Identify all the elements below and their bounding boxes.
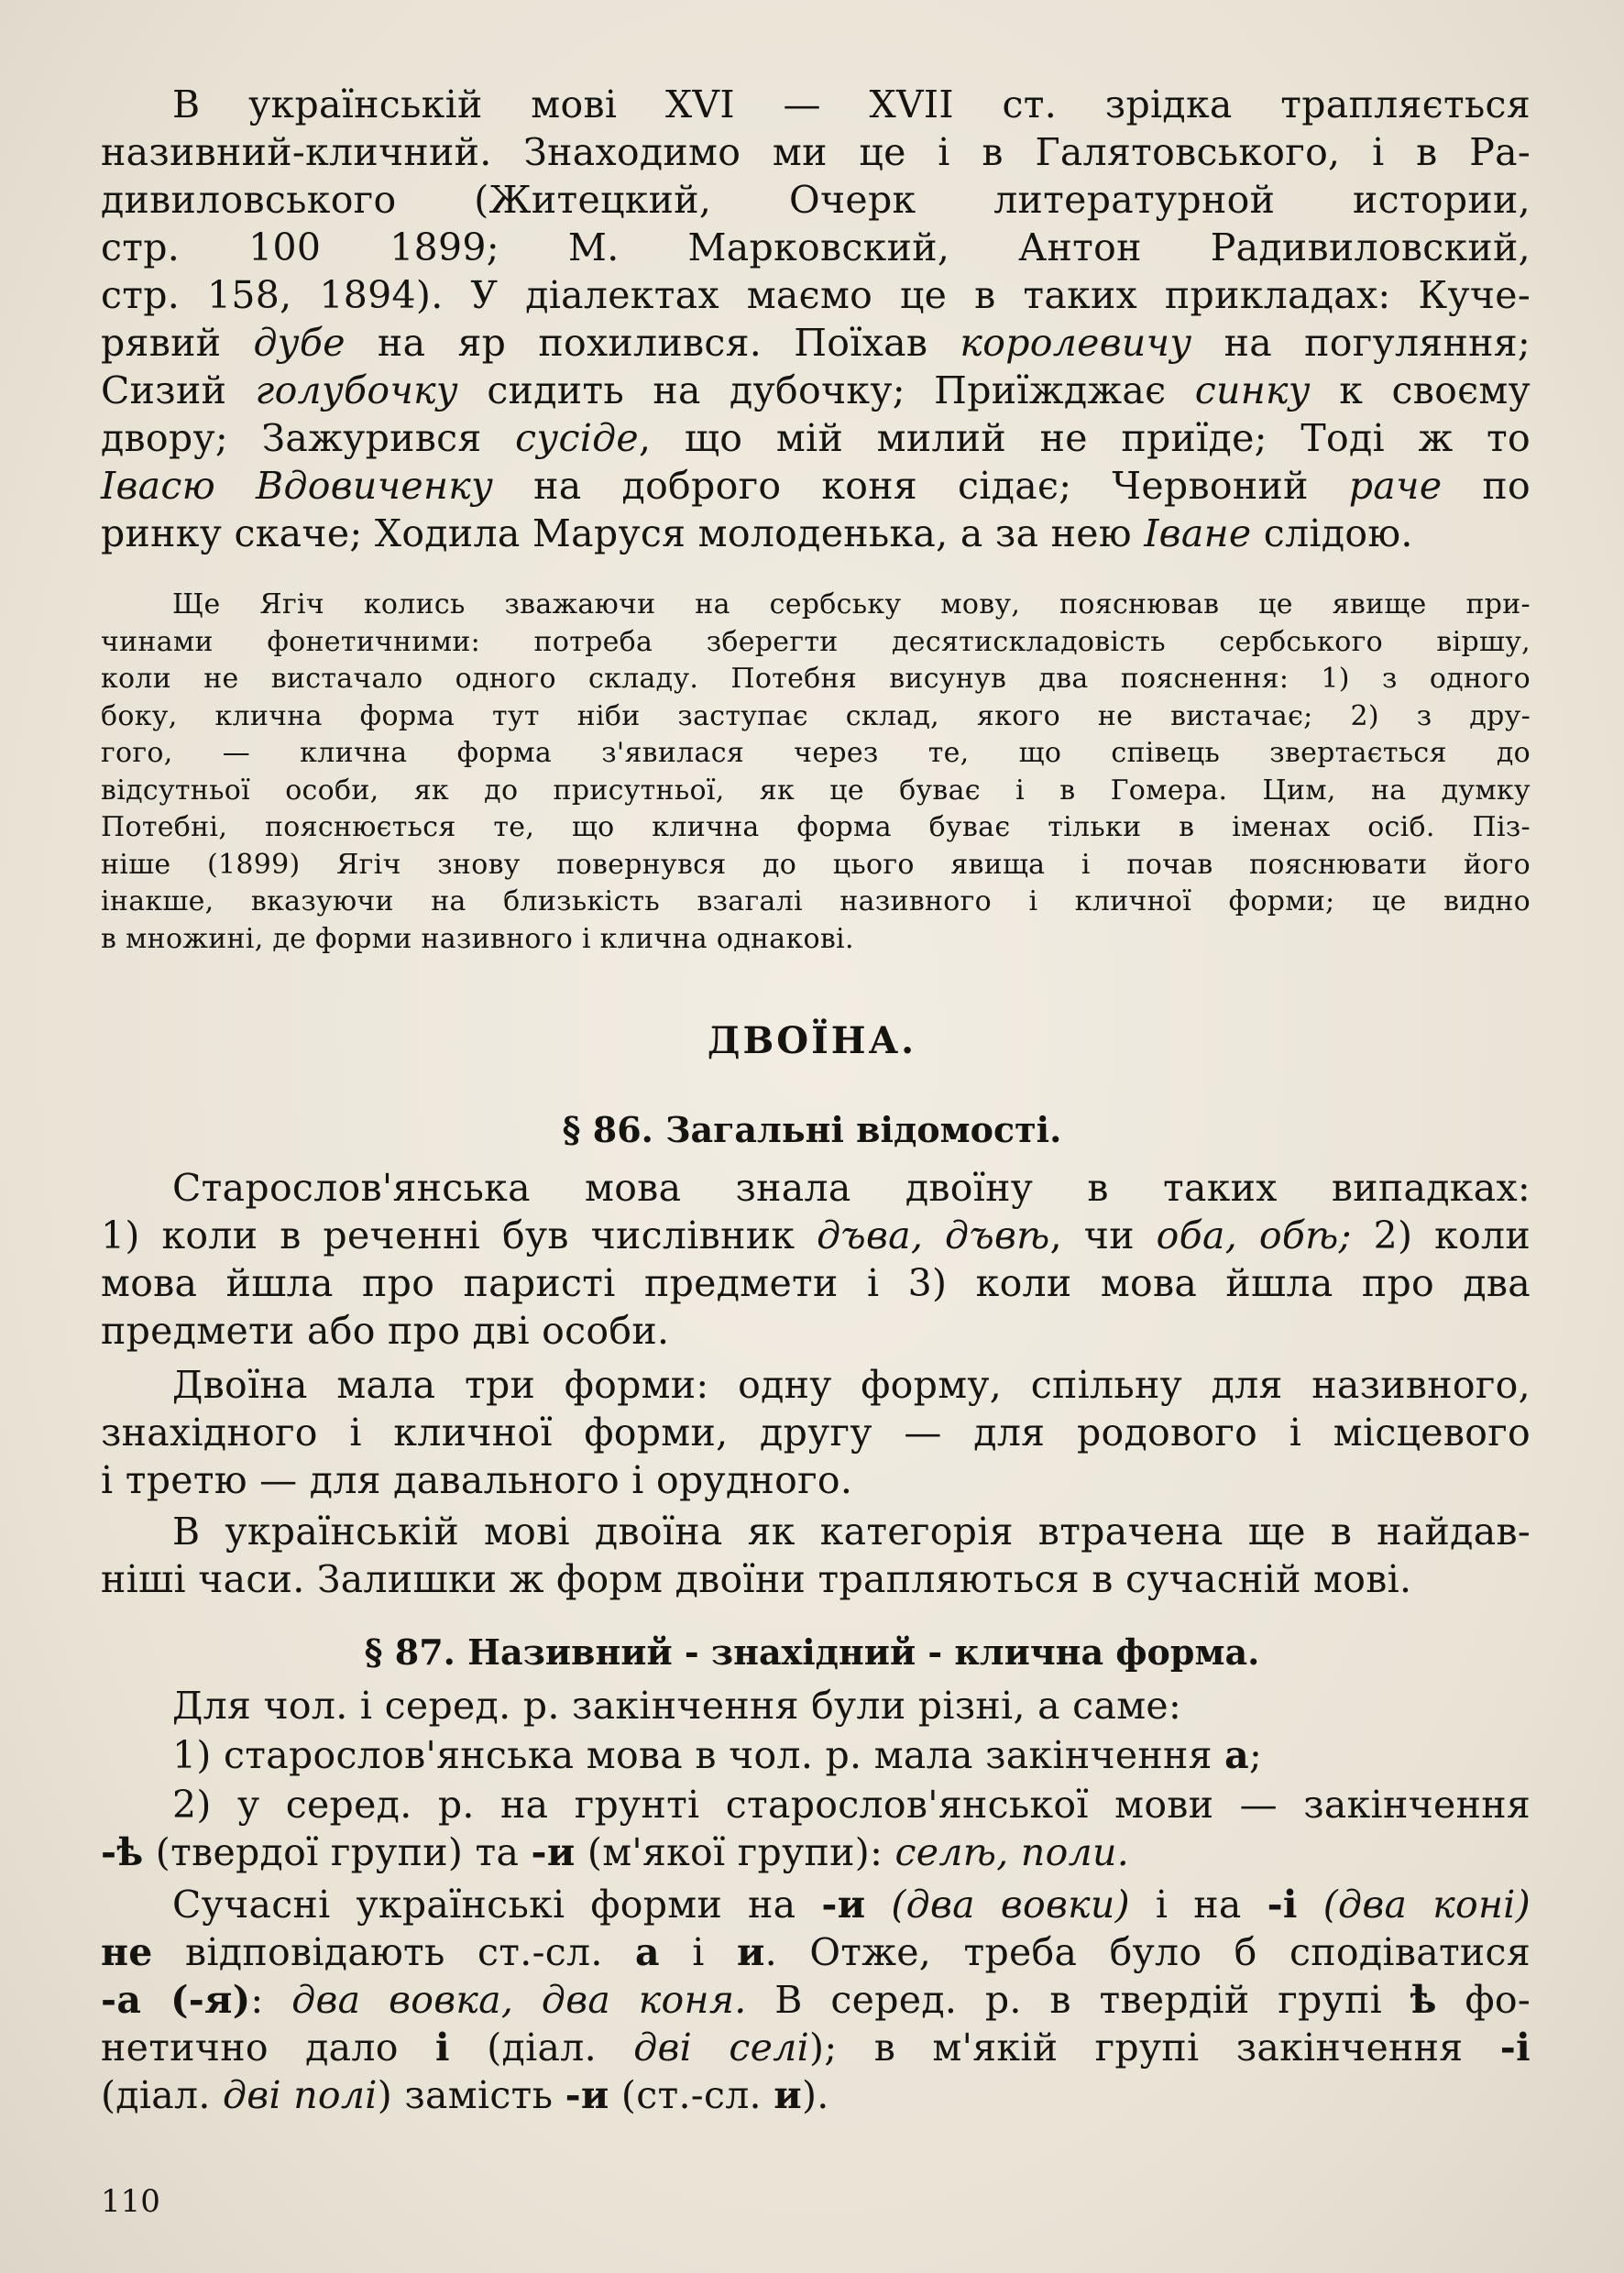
text-line bbox=[101, 809, 1531, 847]
footnote-small-print bbox=[101, 587, 1531, 958]
italic-example: раче bbox=[1348, 464, 1443, 508]
text-run: Старослов'янська мова знала двоїну в таких випадках: bbox=[172, 1166, 1531, 1210]
italic-example: дві селі bbox=[633, 2026, 810, 2070]
text-run: в множині, де форми називного і клична однакові. bbox=[101, 922, 854, 955]
text-line bbox=[101, 271, 1531, 319]
text-run: на погуляння; bbox=[1191, 321, 1531, 365]
bold-ending: и bbox=[736, 1930, 765, 1974]
italic-example: синку bbox=[1194, 368, 1311, 412]
text-line bbox=[101, 1555, 1531, 1603]
text-run: і на bbox=[1129, 1883, 1267, 1927]
italic-example: оба, обѣ; bbox=[1156, 1213, 1352, 1257]
italic-example: (два коні) bbox=[1322, 1883, 1531, 1927]
text-line bbox=[101, 1212, 1531, 1259]
section-86-paragraph-3 bbox=[101, 1508, 1531, 1603]
text-run: двору; Зажурився bbox=[101, 416, 516, 460]
text-run: стр. 158, 1894). У діалектах маємо це в таких прикладах: Куче- bbox=[101, 273, 1531, 317]
text-run: 2) коли bbox=[1351, 1213, 1531, 1257]
bold-ending: а bbox=[1224, 1733, 1250, 1777]
text-line bbox=[101, 81, 1531, 128]
text-run: , чи bbox=[1049, 1213, 1157, 1257]
bold-ending: -и bbox=[821, 1883, 866, 1927]
text-run: Двоїна мала три форми: одну форму, спільну для називного, bbox=[172, 1363, 1531, 1407]
text-line bbox=[101, 319, 1531, 367]
text-run: В українській мові XVI — XVII ст. зрідка трапляється bbox=[172, 82, 1531, 126]
text-run: (ст.-сл. bbox=[609, 2073, 774, 2117]
text-run: мова йшла про паристі предмети і 3) коли мова йшла про два bbox=[101, 1261, 1531, 1305]
italic-example: два вовка, два коня. bbox=[291, 1978, 747, 2022]
section-87-item-1 bbox=[101, 1731, 1531, 1779]
text-line bbox=[101, 1682, 1531, 1729]
text-run: к своєму bbox=[1310, 368, 1531, 412]
text-run: Сизий bbox=[101, 368, 256, 412]
text-line bbox=[101, 1508, 1531, 1555]
text-line bbox=[101, 624, 1531, 662]
text-run: Ще Ягіч колись зважаючи на сербську мову, пояснював це явище при- bbox=[172, 588, 1531, 620]
text-run: (діал. bbox=[449, 2026, 634, 2070]
text-run: В українській мові двоїна як категорія втрачена ще в найдав- bbox=[172, 1510, 1531, 1554]
bold-ending: -і bbox=[1267, 1883, 1298, 1927]
bold-ending: -и bbox=[565, 2073, 609, 2117]
text-line bbox=[101, 1828, 1531, 1876]
text-run: Для чол. і серед. р. закінчення були різні, а саме: bbox=[172, 1684, 1182, 1728]
text-run: слідою. bbox=[1251, 511, 1413, 555]
italic-example: дві полі bbox=[223, 2073, 378, 2117]
text-run: по bbox=[1442, 464, 1531, 508]
italic-example: Іване bbox=[1144, 511, 1252, 555]
text-run: на яр похилився. Поїхав bbox=[345, 321, 960, 365]
text-run: коли не вистачало одного складу. Потебня висунув два пояснення: 1) з одного bbox=[101, 663, 1531, 695]
section-87-heading: § 87. Називний - знахідний - клична форма. bbox=[364, 1631, 1260, 1673]
text-run: 2) у серед. р. на грунті старослов'янської мови — закінчення bbox=[172, 1783, 1531, 1827]
text-line bbox=[101, 1259, 1531, 1307]
text-run: 1) старослов'янська мова в чол. р. мала закінчення bbox=[172, 1733, 1225, 1777]
page-number: 110 bbox=[101, 2183, 160, 2220]
text-line bbox=[101, 1307, 1531, 1355]
text-run: стр. 100 1899; М. Марковский, Антон Радивиловский, bbox=[101, 225, 1531, 269]
section-86-heading: § 86. Загальні відомості. bbox=[562, 1109, 1062, 1150]
text-line bbox=[101, 176, 1531, 224]
text-line bbox=[101, 1976, 1531, 2024]
text-run: ніші часи. Залишки ж форм двоїни трапляються в сучасній мові. bbox=[101, 1557, 1412, 1601]
text-run: : bbox=[250, 1978, 292, 2022]
bold-ending: -і bbox=[1499, 2026, 1531, 2070]
text-line bbox=[101, 1456, 1531, 1504]
text-line bbox=[101, 884, 1531, 921]
bold-ending: -а (-я) bbox=[101, 1978, 251, 2022]
italic-example: сусіде bbox=[515, 416, 639, 460]
text-line bbox=[101, 2071, 1531, 2119]
text-run: Сучасні українські форми на bbox=[172, 1883, 822, 1927]
bold-ending: -ѣ bbox=[101, 1830, 144, 1874]
text-run bbox=[1298, 1883, 1323, 1927]
text-line bbox=[101, 224, 1531, 271]
section-86-paragraph-2 bbox=[101, 1361, 1531, 1504]
section-86-paragraph-1 bbox=[101, 1164, 1531, 1355]
text-line bbox=[101, 661, 1531, 698]
text-line bbox=[101, 1881, 1531, 1928]
text-run: називний-кличний. Знаходимо ми це і в Галятовського, і в Ра- bbox=[101, 130, 1531, 174]
section-87-paragraph bbox=[101, 1881, 1531, 2119]
italic-example: Івасю Вдовиченку bbox=[101, 464, 494, 508]
text-line bbox=[101, 128, 1531, 176]
text-run: фо- bbox=[1436, 1978, 1531, 2022]
text-run: відсутньої особи, як до присутньої, як це буває і в Гомера. Цим, на думку bbox=[101, 774, 1531, 807]
text-line bbox=[101, 1781, 1531, 1828]
text-run: інакше, вказуючи на близькість взагалі називного і кличної форми; це видно bbox=[101, 885, 1531, 917]
text-run: ринку скаче; Ходила Маруся молоденька, а за нею bbox=[101, 511, 1145, 555]
text-line bbox=[101, 367, 1531, 414]
text-line bbox=[101, 414, 1531, 462]
text-line bbox=[101, 1731, 1531, 1779]
italic-example: голубочку bbox=[255, 368, 459, 412]
text-line bbox=[101, 510, 1531, 557]
text-run: рявий bbox=[101, 321, 254, 365]
text-run: Потебні, пояснюється те, що клична форма буває тільки в іменах осіб. Піз- bbox=[101, 811, 1531, 843]
text-run: предмети або про дві особи. bbox=[101, 1309, 670, 1353]
text-line bbox=[101, 1164, 1531, 1212]
text-run: гого, — клична форма з'явилася через те, що співець звертається до bbox=[101, 737, 1531, 769]
text-line bbox=[101, 1928, 1531, 1976]
text-run: В серед. р. в твердій групі bbox=[746, 1978, 1410, 2022]
italic-example: королевичу bbox=[960, 321, 1192, 365]
chapter-heading: ДВОЇНА. bbox=[707, 1019, 917, 1062]
text-run: на доброго коня сідає; Червоний bbox=[493, 464, 1349, 508]
text-run: відповідають ст.-сл. bbox=[152, 1930, 635, 1974]
text-line bbox=[101, 773, 1531, 810]
bold-ending: і bbox=[435, 2026, 450, 2070]
text-run: (м'якої групи): bbox=[575, 1830, 895, 1874]
text-run: чинами фонетичними: потреба зберегти десятискладовість сербського віршу, bbox=[101, 625, 1531, 658]
text-line bbox=[101, 847, 1531, 884]
text-line bbox=[101, 2024, 1531, 2071]
text-run: (діал. bbox=[101, 2073, 224, 2117]
bold-ending: ѣ bbox=[1410, 1978, 1437, 2022]
text-run: (твердої групи) та bbox=[143, 1830, 532, 1874]
text-line bbox=[101, 1361, 1531, 1409]
paragraph-vocative bbox=[101, 81, 1531, 557]
italic-example: дъва, дъвѣ bbox=[817, 1213, 1050, 1257]
italic-example: селѣ, поли. bbox=[894, 1830, 1130, 1874]
italic-example: (два вовки) bbox=[891, 1883, 1130, 1927]
text-run: дивиловського (Житецкий, Очерк литературной истории, bbox=[101, 178, 1531, 222]
text-run: боку, клична форма тут ніби заступає склад, якого не вистачає; 2) з дру- bbox=[101, 699, 1531, 732]
text-run: сидить на дубочку; Приїжджає bbox=[458, 368, 1195, 412]
text-run bbox=[865, 1883, 891, 1927]
section-87-intro-line bbox=[101, 1682, 1531, 1729]
text-run: ) замість bbox=[377, 2073, 565, 2117]
section-87-item-2 bbox=[101, 1781, 1531, 1876]
text-run: ). bbox=[801, 2073, 829, 2117]
text-line bbox=[101, 1409, 1531, 1456]
text-run: 1) коли в реченні був числівник bbox=[101, 1213, 817, 1257]
text-run: . Отже, треба було б сподіватися bbox=[764, 1930, 1531, 1974]
text-run: знахідного і кличної форми, другу — для родового і місцевого bbox=[101, 1411, 1531, 1455]
text-line bbox=[101, 735, 1531, 773]
text-line bbox=[101, 587, 1531, 624]
text-run: і третю — для давального і орудного. bbox=[101, 1458, 853, 1502]
bold-ending: а bbox=[635, 1930, 660, 1974]
text-run: ніше (1899) Ягіч знову повернувся до цього явища і почав пояснювати його bbox=[101, 848, 1531, 881]
text-line bbox=[101, 921, 1531, 959]
bold-ending: -и bbox=[531, 1830, 576, 1874]
text-line bbox=[101, 698, 1531, 736]
text-run: ); в м'якій групі закінчення bbox=[809, 2026, 1500, 2070]
text-run: нетично дало bbox=[101, 2026, 436, 2070]
text-run: ; bbox=[1249, 1733, 1263, 1777]
text-line bbox=[101, 462, 1531, 510]
text-run: і bbox=[659, 1930, 737, 1974]
italic-example: дубе bbox=[253, 321, 346, 365]
text-run: , що мій милий не приїде; Тоді ж то bbox=[639, 416, 1531, 460]
bold-ending: не bbox=[101, 1930, 153, 1974]
bold-ending: и bbox=[774, 2073, 802, 2117]
